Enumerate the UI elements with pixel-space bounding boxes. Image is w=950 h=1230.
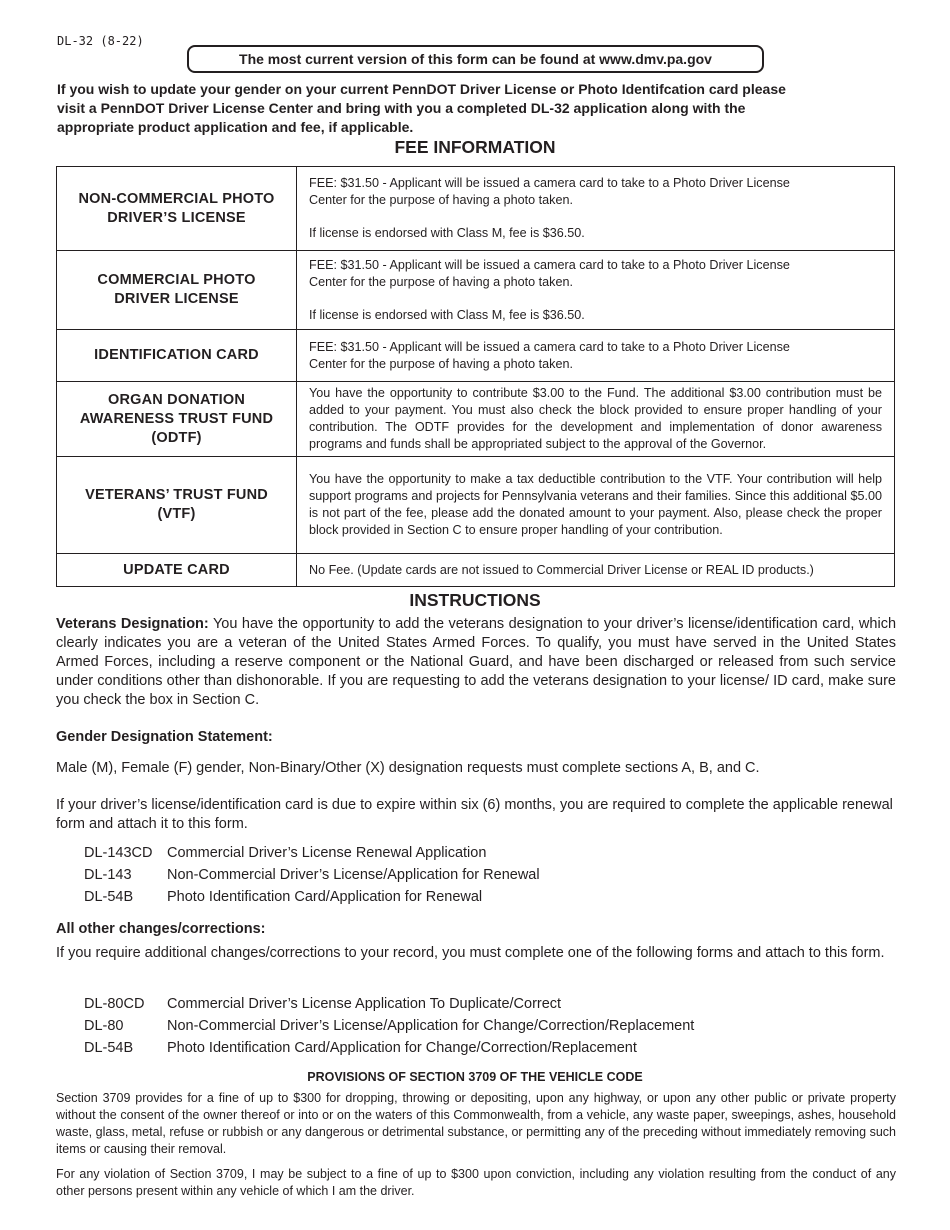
- fee-description: You have the opportunity to make a tax deductible contribution to the VTF. Your contribution will help support programs and projects for Pennsylvania veterans and their families. Since this additional $5.00 is not part of the fee, please add the donated amount to your payment. Also, please check the proper block provided in Section C to ensure proper handling of your contribution.: [297, 457, 895, 554]
- fee-label-line: IDENTIFICATION CARD: [94, 347, 259, 363]
- form-name: Photo Identification Card/Application for Renewal: [167, 889, 483, 905]
- fee-label: [57, 382, 297, 457]
- gender-heading: Gender Designation Statement:: [56, 729, 273, 745]
- provisions-title: PROVISIONS OF SECTION 3709 OF THE VEHICLE CODE: [307, 1070, 643, 1084]
- instructions-title: INSTRUCTIONS: [409, 590, 541, 610]
- list-item: [84, 993, 694, 1015]
- intro-line: If you wish to update your gender on your current PennDOT Driver License or Photo Identifcation card please: [57, 81, 786, 97]
- fee-row-vtf: [57, 457, 895, 554]
- fee-class-m-note: If license is endorsed with Class M, fee is $36.50.: [309, 307, 585, 322]
- fee-table: [56, 166, 895, 587]
- form-code: DL-80: [84, 1018, 124, 1034]
- fee-label: [57, 167, 297, 251]
- fee-row-commercial: [57, 251, 895, 330]
- fee-row-odtf: [57, 382, 895, 457]
- fee-label-line: DRIVER’S LICENSE: [107, 209, 246, 226]
- form-code: DL-80CD: [84, 996, 145, 1012]
- intro-line: appropriate product application and fee, if applicable.: [57, 119, 414, 135]
- veterans-text: You have the opportunity to add the veterans designation to your driver’s license/identification card, which clearly indicates you are a veteran of the United States Armed Forces. To qualify, you must have served in the United States Armed Forces, including a reserve component or the National Guard, and have been discharged or released from such service under conditions other than dishonorable. If you are requesting to add the veterans designation to your license/ ID card, make sure you check the box in Section C.: [56, 616, 897, 708]
- form-name: Non-Commercial Driver’s License/Application for Change/Correction/Replacement: [167, 1018, 695, 1034]
- form-name: Photo Identification Card/Application for Change/Correction/Replacement: [167, 1040, 637, 1056]
- fee-information-title: FEE INFORMATION: [394, 137, 556, 157]
- violation-paragraph: For any violation of Section 3709, I may be subject to a fine of up to $300 upon conviction, including any violation resulting from the conduct of any other persons present within any vehicle of which I am the driver.: [56, 1167, 896, 1198]
- form-name: Non-Commercial Driver’s License/Application for Renewal: [167, 867, 540, 883]
- fee-row-update-card: [57, 554, 895, 587]
- list-item: [84, 1015, 694, 1037]
- list-item: [84, 864, 540, 886]
- other-changes-text: If you require additional changes/corrections to your record, you must complete one of the following forms and attach to this form.: [56, 945, 885, 961]
- fee-label-line: UPDATE CARD: [123, 561, 230, 578]
- form-code: DL-143CD: [84, 845, 153, 861]
- intro-line: visit a PennDOT Driver License Center and bring with you a completed DL-32 application along with the: [57, 100, 746, 116]
- fee-desc-line: FEE: $31.50 - Applicant will be issued a camera card to take to a Photo Driver License: [309, 176, 790, 190]
- fee-label: [57, 330, 297, 382]
- fee-row-noncommercial: [57, 167, 895, 251]
- intro-notice: [57, 80, 897, 137]
- fee-desc-line: FEE: $31.50 - Applicant will be issued a camera card to take to a Photo Driver License: [309, 257, 790, 272]
- fee-label-line: DRIVER LICENSE: [114, 291, 239, 307]
- fee-description: [297, 330, 895, 382]
- fee-desc-line: Center for the purpose of having a photo taken.: [309, 193, 573, 207]
- form-name: Commercial Driver’s License Renewal Application: [167, 845, 487, 861]
- fee-description: [297, 167, 895, 251]
- list-item: [84, 842, 540, 864]
- veterans-designation-paragraph: [56, 615, 896, 710]
- form-code: DL-54B: [84, 1040, 134, 1056]
- expire-text: If your driver’s license/identification card is due to expire within six (6) months, you are required to complete the applicable renewal form and attach it to this form.: [56, 797, 893, 832]
- fee-label-line: ORGAN DONATION: [107, 391, 246, 408]
- form-name: Commercial Driver’s License Application To Duplicate/Correct: [167, 996, 562, 1012]
- fee-label-line: (ODTF): [151, 429, 202, 446]
- renewal-form-list: [84, 842, 540, 908]
- fee-desc-line: Center for the purpose of having a photo taken.: [309, 356, 573, 371]
- fee-desc-line: FEE: $31.50 - Applicant will be issued a camera card to take to a Photo Driver License: [309, 339, 790, 354]
- other-changes-heading: All other changes/corrections:: [56, 921, 266, 937]
- list-item: [84, 886, 540, 908]
- provisions-paragraph: Section 3709 provides for a fine of up to $300 for dropping, throwing or depositing, upon any highway, or upon any other public or private property without the consent of the owner thereof or into or on the waters of this Commonwealth, from a vehicle, any waste paper, sweepings, ashes, household waste, glass, metal, refuse or rubbish or any dangerous or detrimental substance, or permitting any of the preceding without immediately removing such items or causing their removal.: [56, 1091, 896, 1156]
- gender-text: Male (M), Female (F) gender, Non-Binary/Other (X) designation requests must complete sections A, B, and C.: [56, 760, 760, 776]
- fee-label-line: NON-COMMERCIAL PHOTO: [78, 190, 275, 207]
- current-version-banner: The most current version of this form can be found at www.dmv.pa.gov: [187, 45, 764, 73]
- fee-class-m-note: If license is endorsed with Class M, fee is $36.50.: [309, 226, 585, 240]
- fee-label-line: COMMERCIAL PHOTO: [97, 272, 256, 288]
- fee-description: [297, 251, 895, 330]
- form-code: DL-54B: [84, 889, 134, 905]
- list-item: [84, 1037, 694, 1059]
- fee-label: [57, 457, 297, 554]
- fee-label-line: (VTF): [157, 506, 196, 522]
- fee-label: [57, 251, 297, 330]
- fee-label-line: VETERANS’ TRUST FUND: [85, 487, 268, 503]
- fee-description: No Fee. (Update cards are not issued to Commercial Driver License or REAL ID products.): [297, 554, 895, 587]
- correction-form-list: [84, 993, 694, 1059]
- form-number: DL-32 (8-22): [57, 34, 144, 48]
- fee-label: [57, 554, 297, 587]
- fee-row-id-card: [57, 330, 895, 382]
- form-code: DL-143: [84, 867, 132, 883]
- fee-description: You have the opportunity to contribute $3.00 to the Fund. The additional $3.00 contribution must be added to your payment. You must also check the block provided to ensure proper handling of your contribution. The ODTF provides for the development and implementation of donor awareness programs and funds shall be appropriated subject to the approval of the Governor.: [297, 382, 895, 457]
- fee-label-line: AWARENESS TRUST FUND: [79, 410, 274, 427]
- veterans-heading: Veterans Designation:: [56, 616, 209, 632]
- fee-desc-line: Center for the purpose of having a photo taken.: [309, 274, 573, 289]
